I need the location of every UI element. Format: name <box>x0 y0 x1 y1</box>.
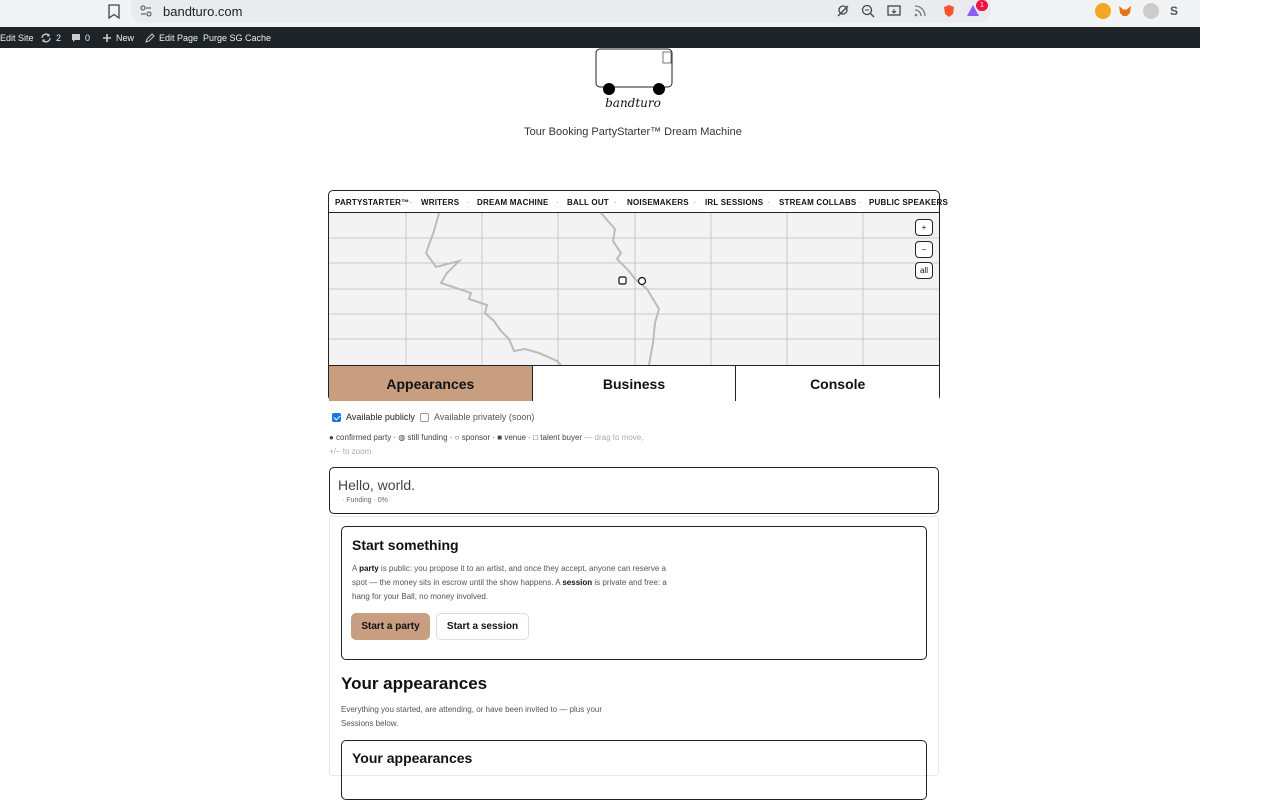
zoom-in-button[interactable]: + <box>915 219 933 236</box>
your-appearances-description: Everything you started, are attending, or have been invited to — plus your Sessions below. <box>341 705 603 728</box>
comments-count: 0 <box>85 33 91 43</box>
edit-page-label: Edit Page <box>159 33 199 43</box>
install-app-icon[interactable] <box>887 4 901 18</box>
notification-badge: 1 <box>976 0 988 11</box>
tab-appearances[interactable]: Appearances <box>329 366 533 401</box>
nav-separator: · <box>466 198 469 207</box>
your-appearances-heading: Your appearances <box>341 674 488 693</box>
nav-separator: · <box>556 198 559 207</box>
tab-console[interactable]: Console <box>736 366 939 401</box>
nav-item-partystarter[interactable]: PARTYSTARTER™ <box>335 198 410 207</box>
zoom-icon[interactable] <box>861 4 875 18</box>
edit-site-link[interactable]: Edit Site <box>0 33 34 43</box>
nav-item-ball-out[interactable]: BALL OUT <box>567 198 609 207</box>
updates-count: 2 <box>56 33 62 43</box>
rss-icon[interactable] <box>913 4 927 18</box>
updates-link[interactable] <box>40 32 61 44</box>
main-tabs <box>329 365 939 401</box>
venue-marker <box>619 277 626 284</box>
updates-icon <box>40 33 52 43</box>
nav-separator: · <box>693 198 696 207</box>
your-appearances-card <box>341 740 927 800</box>
metamask-icon[interactable] <box>1118 4 1132 18</box>
tracking-off-icon[interactable] <box>836 4 850 18</box>
hello-title: Hello, world. <box>338 477 416 493</box>
available-publicly-label: Available publicly <box>346 412 415 422</box>
purge-cache-link[interactable]: Purge SG Cache <box>203 33 272 43</box>
nav-item-dream-machine[interactable]: DREAM MACHINE <box>477 198 549 207</box>
new-content-link[interactable] <box>102 32 134 44</box>
map-legend <box>329 433 643 442</box>
site-settings-icon[interactable] <box>140 5 152 17</box>
start-session-button[interactable]: Start a session <box>436 613 529 640</box>
your-appearances-card-title: Your appearances <box>352 750 473 766</box>
comment-icon <box>71 33 81 43</box>
available-publicly-checkbox[interactable] <box>332 413 341 422</box>
bookmark-icon[interactable] <box>108 4 120 19</box>
pencil-icon <box>145 33 155 43</box>
plus-icon <box>102 33 112 43</box>
zoom-out-button[interactable]: − <box>915 241 933 258</box>
available-privately-option <box>420 412 534 422</box>
nav-separator: · <box>858 198 861 207</box>
browser-toolbar <box>0 0 1200 27</box>
extension-puzzle-icon[interactable] <box>1143 3 1159 19</box>
legend-hint: — drag to move, <box>582 433 644 442</box>
nav-item-public-speakers[interactable]: PUBLIC SPEAKERS <box>869 198 949 207</box>
available-publicly-option[interactable] <box>332 412 415 422</box>
sponsor-marker <box>639 278 646 285</box>
available-privately-checkbox <box>420 413 429 422</box>
wp-admin-bar <box>0 27 1200 48</box>
nav-item-irl-sessions[interactable]: IRL SESSIONS <box>705 198 764 207</box>
legend-hint-zoom: +/− to zoom <box>329 447 372 456</box>
legend-items: ● confirmed party · ◍ still funding · ○ sponsor · ■ venue · □ talent buyer <box>329 433 583 442</box>
new-label: New <box>116 33 135 43</box>
site-tagline: Tour Booking PartyStarter™ Dream Machine <box>524 126 742 138</box>
comments-link[interactable] <box>71 32 90 44</box>
nav-separator: · <box>767 198 770 207</box>
start-something-card <box>341 526 927 660</box>
extension-coin-icon[interactable] <box>1095 3 1111 19</box>
funding-status: · Funding · 0% <box>342 497 388 504</box>
extension-s-icon[interactable]: S <box>1170 4 1179 18</box>
hello-card <box>329 467 939 514</box>
available-privately-label: Available privately (soon) <box>434 412 535 422</box>
map-panel <box>328 190 949 401</box>
start-something-title: Start something <box>352 537 459 553</box>
nav-item-noisemakers[interactable]: NOISEMAKERS <box>627 198 689 207</box>
url-text[interactable]: bandturo.com <box>163 4 243 19</box>
tab-business[interactable]: Business <box>533 366 737 401</box>
nav-item-writers[interactable]: WRITERS <box>421 198 460 207</box>
nav-separator: · <box>614 198 617 207</box>
zoom-all-button[interactable]: all <box>915 262 933 279</box>
logo-text: bandturo <box>605 96 661 110</box>
tour-map[interactable] <box>329 213 939 365</box>
start-something-description: A party is public: you propose it to an artist, and once they accept, anyone can reserve a spot — the money sits in escrow until the show happens. A session is private and free: a hang for your Ball, no money involved. <box>352 564 667 601</box>
start-party-button[interactable]: Start a party <box>351 613 430 640</box>
category-nav <box>329 191 949 213</box>
edit-page-link[interactable] <box>145 32 198 44</box>
nav-separator: · <box>409 198 412 207</box>
brave-shields-icon[interactable] <box>942 4 956 18</box>
nav-item-stream-collabs[interactable]: STREAM COLLABS <box>779 198 857 207</box>
